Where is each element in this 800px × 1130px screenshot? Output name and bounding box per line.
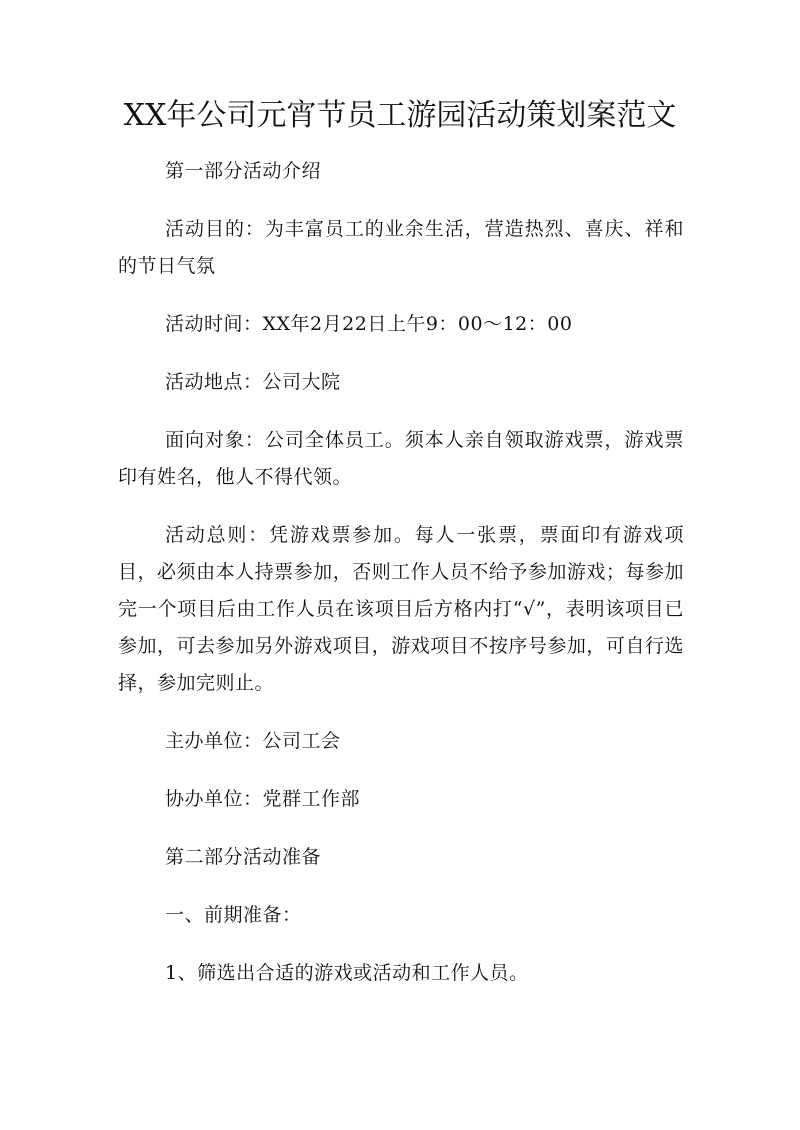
section-heading-part-two: 第二部分活动准备	[165, 846, 322, 868]
activity-time: 活动时间：XX年2月22日上午9：00～12：00	[165, 313, 573, 335]
preparation-heading: 一、前期准备：	[165, 904, 302, 926]
document-title: XX年公司元宵节员工游园活动策划案范文	[123, 98, 677, 133]
co-organizer: 协办单位：党群工作部	[165, 788, 361, 810]
activity-rules: 活动总则：凭游戏票参加。每人一张票，票面印有游戏项目，必须由本人持票参加，否则工作人员不给予参加游戏；每参加完一个项目后由工作人员在该项目后方格内打“√”，表明该项目已参加，可去参加另外游戏项目，游戏项目不按序号参加，可自行选择，参加完则止。	[118, 524, 684, 694]
preparation-item-1: 1、筛选出合适的游戏或活动和工作人员。	[165, 962, 529, 984]
section-heading-part-one: 第一部分活动介绍	[165, 160, 322, 182]
activity-location: 活动地点：公司大院	[165, 371, 341, 393]
organizer: 主办单位：公司工会	[165, 730, 341, 752]
activity-purpose: 活动目的：为丰富员工的业余生活，营造热烈、喜庆、祥和的节日气氛	[118, 218, 684, 277]
document-body	[118, 153, 684, 1013]
target-audience: 面向对象：公司全体员工。须本人亲自领取游戏票，游戏票印有姓名，他人不得代领。	[118, 429, 684, 488]
